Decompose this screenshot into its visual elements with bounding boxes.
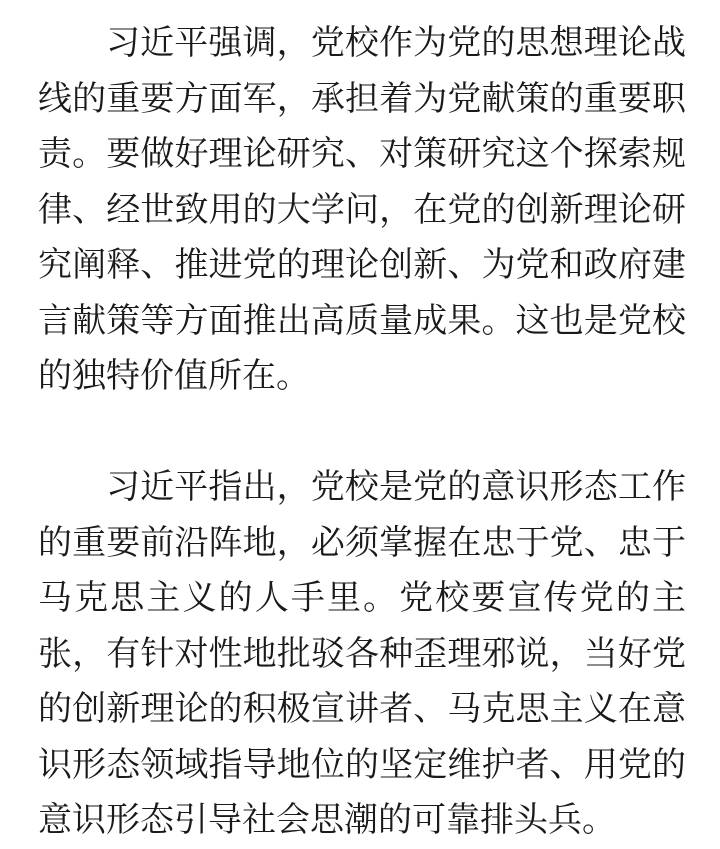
paragraph-1 (38, 16, 686, 405)
paragraph-line: 马克思主义的人手里。党校要宣传党的主 (38, 578, 686, 618)
paragraph-line: 习近平强调，党校作为党的思想理论战 (106, 23, 686, 63)
paragraph-line: 意识形态引导社会思潮的可靠排头兵。 (38, 800, 616, 840)
paragraph-line: 习近平指出，党校是党的意识形态工作 (106, 467, 686, 507)
paragraph-line: 的独特价值所在。 (38, 356, 310, 396)
paragraph-line: 言献策等方面推出高质量成果。这也是党校 (38, 300, 686, 341)
paragraph-line: 的创新理论的积极宣讲者、马克思主义在意 (38, 689, 686, 729)
article-body (38, 16, 686, 849)
paragraph-line: 的重要前沿阵地，必须掌握在忠于党、忠于 (38, 522, 686, 563)
paragraph-line: 究阐释、推进党的理论创新、为党和政府建 (38, 245, 686, 285)
paragraph-2 (38, 460, 686, 849)
paragraph-line: 识形态领域指导地位的坚定维护者、用党的 (38, 744, 686, 785)
paragraph-line: 线的重要方面军，承担着为党献策的重要职 (38, 78, 686, 119)
paragraph-line: 张，有针对性地批驳各种歪理邪说，当好党 (38, 633, 686, 674)
paragraph-line: 责。要做好理论研究、对策研究这个探索规 (38, 134, 686, 174)
paragraph-line: 律、经世致用的大学问，在党的创新理论研 (38, 189, 686, 230)
paragraph-spacer (38, 405, 686, 461)
